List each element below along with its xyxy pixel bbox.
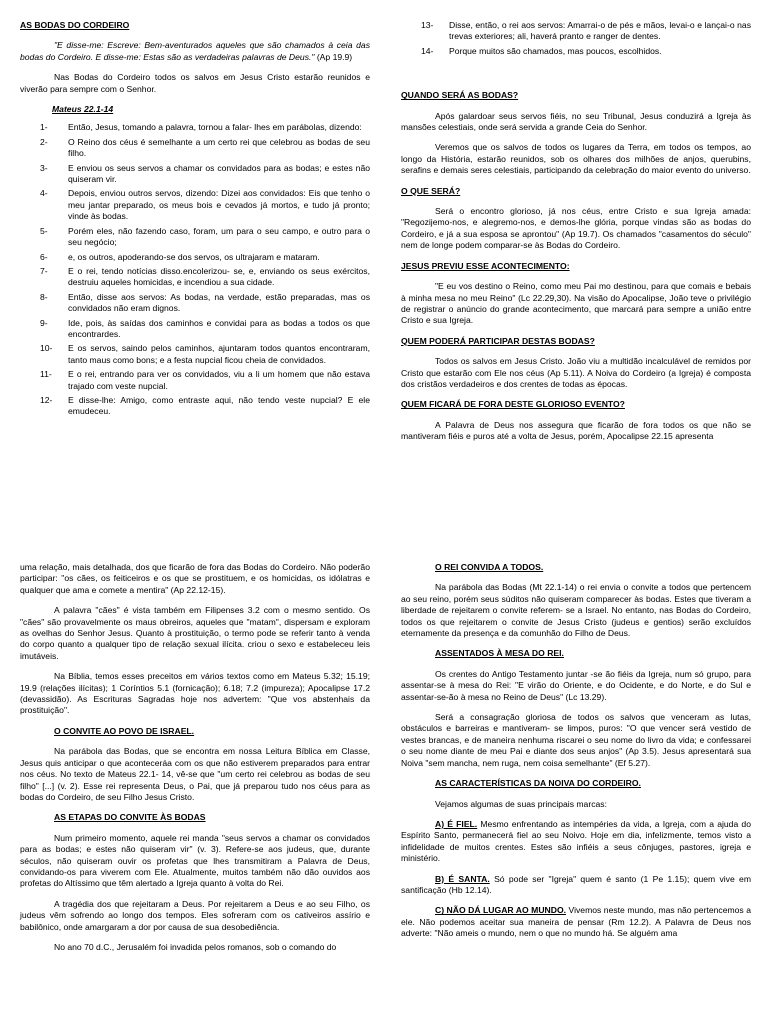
paragraph-continuation: uma relação, mais detalhada, dos que ficarão de fora das Bodas do Cordeiro. Não poderão participar: "os cães, os feiticeiros e os que se prostituem, e os homicidas, os idólatras e qualquer que ama e comete a mentira" (Ap 22.12-15). bbox=[20, 562, 370, 595]
paragraph-assentados: Os crentes do Antigo Testamento juntar -se ão fiéis da Igreja, num só grupo, para assentar-se à mesa do Rei: "E virão do Oriente, e do Ocidente, e do Norte, e do Sul e assentar-se-ão à mesa no Reino de Deus" (Lc 13.29). bbox=[401, 668, 751, 702]
item-a-text: Mesmo enfrentando as intempéries da vida, a Igreja, com a ajuda do Espírito Santo, permanecerá fiel ao seu Noivo. Hoje em dia, infelizmente, temos visto a infidelidade de muitos crentes. Estes são infiéis a seus cônjuges, pastores, igreja e ministério. bbox=[401, 818, 751, 864]
paragraph-caes: A palavra "cães" é vista também em Filipenses 3.2 com o mesmo sentido. Os "cães" são provavelmente os maus obreiros, aqueles que "matam", dispersam e exploram as ovelhas do Senhor Jesus. Quanto à prostituição, o termo pode se referir tanto à venda do corpo quanto a qualquer tipo de relação sexual ilícita. criou o sexo e estabeleceu leis imutáveis. bbox=[20, 605, 370, 661]
heading-o-que: O QUE SERÁ? bbox=[401, 185, 461, 196]
column-top-left bbox=[20, 20, 370, 427]
paragraph-rei-convida: Na parábola das Bodas (Mt 22.1-14) o rei envia o convite a todos que pertencem ao seu reino, porém seus súditos não quiseram comparecer às bodas. Estes que tiveram a liberdade de rejeitarem o convite referem- se a Israel. No entanto, nas Bodas do Cordeiro, todos os que rejeitarem o convite de Jesus Cristo (judeus e gentios) serão excluídos eternamente da presença e da comunhão do Filho de Deus. bbox=[401, 582, 751, 639]
item-a-fiel bbox=[401, 819, 751, 865]
verse-item bbox=[20, 122, 370, 133]
verse-item bbox=[20, 395, 370, 418]
heading-rei-convida: O REI CONVIDA A TODOS. bbox=[435, 562, 544, 572]
verse-text: E o rei, entrando para ver os convidados, viu a li um homem que não estava trajado com veste nupcial. bbox=[68, 369, 370, 391]
column-top-right bbox=[401, 20, 751, 452]
verse-item bbox=[20, 188, 370, 222]
verse-text: Disse, então, o rei aos servos: Amarrai-o de pés e mãos, levai-o e lançai-o nas trevas exteriores; ali, haverá pranto e ranger de dentes. bbox=[449, 20, 751, 42]
column-bottom-left bbox=[20, 562, 370, 962]
item-c-text: Vivemos neste mundo, mas não pertencemos a ele. Não podemos aceitar sua maneira de pensar (Rm 12.2). A Palavra de Deus nos adverte: "Não ameis o mundo, nem o que no mundo há. Se alguém ama bbox=[401, 905, 751, 939]
verse-number: 5- bbox=[40, 225, 48, 236]
verse-text: Ide, pois, às saídas dos caminhos e convidai para as bodas a todos os que encontrardes. bbox=[68, 317, 370, 339]
scripture-reference: Mateus 22.1-14 bbox=[52, 104, 114, 115]
paragraph-convite-israel: Na parábola das Bodas, que se encontra em nossa Leitura Bíblica em Classe, Jesus quis anticipar o que aconteceráa com os que não estiverem preparados para entrar nos céus. No texto de Mateus 22.1- 14, vê-se que "um certo rei celebrou as bodas de seu filho" [...] (v. 2). Esse rei representa Deus, o Pai, que já preparou tudo nos céus para as bodas do Cordeiro, de seu Filho Jesus Cristo. bbox=[20, 746, 370, 802]
verse-number: 14- bbox=[421, 45, 434, 56]
intro-paragraph: Nas Bodas do Cordeiro todos os salvos em Jesus Cristo estarão reunidos e viverão para sempre com o Senhor. bbox=[20, 72, 370, 94]
verse-number: 2- bbox=[40, 136, 48, 147]
verse-number: 7- bbox=[40, 265, 48, 276]
verse-list-continued bbox=[401, 20, 751, 57]
verse-item bbox=[20, 369, 370, 392]
paragraph-quando-2: Veremos que os salvos de todos os lugares da Terra, em todos os tempos, ao longo da História, estarão reunidos, sob os olhares dos milhões de anjos, querubins, serafins e demais seres celestiais, participando da celebração do maior evento do universo. bbox=[401, 142, 751, 176]
heading-previu: JESUS PREVIU ESSE ACONTECIMENTO: bbox=[401, 260, 570, 271]
document-title: AS BODAS DO CORDEIRO bbox=[20, 20, 130, 30]
paragraph-quando-1: Após galardoar seus servos fiéis, no seu Tribunal, Jesus conduzirá a Igreja às mansões celestiais, onde será servida a grande Ceia do Senhor. bbox=[401, 110, 751, 133]
verse-text: E os servos, saindo pelos caminhos, ajuntaram todos quantos encontraram, tanto maus como bons; e a festa nupcial ficou cheia de convidados. bbox=[68, 343, 370, 365]
verse-text: Porque muitos são chamados, mas poucos, escolhidos. bbox=[449, 45, 662, 56]
verse-item bbox=[20, 226, 370, 249]
epigraph bbox=[20, 40, 370, 63]
heading-assentados: ASSENTADOS À MESA DO REI. bbox=[435, 648, 564, 659]
item-b-label: B) É SANTA. bbox=[435, 873, 490, 884]
heading-fora: QUEM FICARÁ DE FORA DESTE GLORIOSO EVENTO? bbox=[401, 399, 625, 410]
verse-number: 13- bbox=[421, 20, 434, 30]
verse-number: 10- bbox=[40, 343, 53, 354]
epigraph-reference: (Ap 19.9) bbox=[314, 51, 353, 62]
paragraph-ano-70: No ano 70 d.C., Jerusalém foi invadida pelos romanos, sob o comando do bbox=[54, 941, 337, 952]
verse-item bbox=[20, 252, 370, 263]
verse-item bbox=[401, 46, 751, 57]
heading-etapas: AS ETAPAS DO CONVITE ÀS BODAS bbox=[54, 812, 206, 823]
verse-item bbox=[401, 20, 751, 43]
verse-text: E enviou os seus servos a chamar os convidados para as bodas; e estes não quiseram vir. bbox=[68, 162, 370, 185]
paragraph-etapas: Num primeiro momento, aquele rei manda "seus servos a chamar os convidados para as bodas; e estes não quiseram vir" (v. 3). Refere-se aos judeus, que, durante séculos, não quiseram ouvir os profetas que lhes transmitiram a Palavra de Deus, convidando-os para viverem com Ele. Atualmente, muitos também não dão ouvidos aos profetas do Altíssimo que têm alertado a Igreja quanto à volta do Rei. bbox=[20, 832, 370, 889]
verse-text: e, os outros, apoderando-se dos servos, os ultrajaram e mataram. bbox=[68, 251, 320, 262]
verse-number: 8- bbox=[40, 291, 48, 302]
heading-quando: QUANDO SERÁ AS BODAS? bbox=[401, 90, 519, 101]
paragraph-quem: Todos os salvos em Jesus Cristo. João viu a multidão incalculável de remidos por Cristo que estarão com Ele nos céus (Ap 5.11). A Noiva do Cordeiro (a Igreja) é composta dos cristãos verdadeiros e dos crentes de todas as épocas. bbox=[401, 356, 751, 389]
paragraph-caracteristicas: Vejamos algumas de suas principais marcas: bbox=[435, 798, 607, 809]
item-c-label: C) NÃO DÁ LUGAR AO MUNDO. bbox=[435, 905, 567, 916]
verse-number: 6- bbox=[40, 251, 48, 262]
verse-item bbox=[20, 343, 370, 366]
item-b-santa bbox=[401, 874, 751, 897]
verse-item bbox=[20, 318, 370, 341]
heading-convite-israel: O CONVITE AO POVO DE ISRAEL. bbox=[54, 725, 195, 736]
verse-item bbox=[20, 137, 370, 160]
verse-number: 4- bbox=[40, 188, 48, 199]
verse-item bbox=[20, 163, 370, 186]
column-bottom-right bbox=[401, 562, 751, 949]
paragraph-fora: A Palavra de Deus nos assegura que ficarão de fora todos os que não se mantiveram fiéis e puros até a volta de Jesus, porém, Apocalipse 22.15 apresenta bbox=[401, 419, 751, 442]
verse-text: Então, Jesus, tomando a palavra, tornou a falar- lhes em parábolas, dizendo: bbox=[68, 122, 362, 133]
verse-number: 12- bbox=[40, 394, 53, 405]
paragraph-consagracao: Será a consagração gloriosa de todos os salvos que venceram as lutas, obstáculos e barreiras e mantiveram- se limpos, puros: "O que vencer será vestido de vestes brancas, e de maneira nenhuma riscarei o seu nome do livro da vida; e confessarei o seu nome diante de meu Pai e diante dos seus anjos" (Ap 3.5). Jesus apresentará sua Noiva "sem mancha, nem ruga, nem coisa semelhante" (Ef 5.27). bbox=[401, 712, 751, 768]
verse-text: O Reino dos céus é semelhante a um certo rei que celebrou as bodas de seu filho. bbox=[68, 136, 370, 159]
verse-number: 1- bbox=[40, 122, 48, 133]
verse-item bbox=[20, 292, 370, 315]
paragraph-tragedia: A tragédia dos que rejeitaram a Deus. Por rejeitarem a Deus e ao seu Filho, os judeus vêm sofrendo ao longo dos tempos. Eles sofreram com os cativeiros assírio e babilônico, onde amargaram a dor por causa de sua desobediência. bbox=[20, 898, 370, 932]
epigraph-quote: "E disse-me: Escreve: Bem-aventurados aqueles que são chamados à ceia das bodas do Cordeiro. E disse-me: Estas são as verdadeiras palavras de Deus." bbox=[20, 40, 370, 62]
paragraph-previu: "E eu vos destino o Reino, como meu Pai mo destinou, para que comais e bebais à minha mesa no meu Reino" (Lc 22.29,30). Na visão do Apocalipse, João teve o privilégio de registrar o anúncio do grande acontecimento, que marcará para sempre a união entre Cristo e sua Igreja. bbox=[401, 281, 751, 326]
verse-number: 3- bbox=[40, 162, 48, 173]
verse-text: E o rei, tendo notícias disso.encolerizou- se, e, enviando os seus exércitos, destruiu aqueles homicidas, e incendiou a sua cidade. bbox=[68, 265, 370, 288]
heading-caracteristicas: AS CARACTERÍSTICAS DA NOIVA DO CORDEIRO. bbox=[435, 778, 641, 789]
verse-number: 11- bbox=[40, 369, 52, 380]
verse-text: Então, disse aos servos: As bodas, na verdade, estão preparadas, mas os convidados não eram dignos. bbox=[68, 291, 370, 314]
item-c-mundo bbox=[401, 905, 751, 939]
verse-number: 9- bbox=[40, 317, 48, 328]
paragraph-o-que: Será o encontro glorioso, já nos céus, entre Cristo e sua Igreja amada: "Regozijemo-nos, e alegremo-nos, e demos-lhe glória, porque vindas são as bodas do Cordeiro, e já a sua esposa se aprontou" (Ap 19.7). Os chamados "casamentos do século" nem de longe podem comparar-se às Bodas do Cordeiro. bbox=[401, 206, 751, 251]
verse-text: Porém eles, não fazendo caso, foram, um para o seu campo, e outro para o seu negócio; bbox=[68, 225, 370, 248]
paragraph-biblia: Na Bíblia, temos esses preceitos em vários textos como em Mateus 5.32; 15.19; 19.9 (relações ilícitas); 1 Coríntios 5.1 (fornicação); 6.18; 7.2 (impureza); Apocalipse 17.2 (devassidão). As Escrituras Sagradas hoje nos advertem: "Que vos abstenhais da prostituição". bbox=[20, 671, 370, 716]
verse-text: Depois, enviou outros servos, dizendo: Dizei aos convidados: Eis que tenho o meu jantar preparado, os meus bois e cevados já mortos, e tudo já pronto; vinde às bodas. bbox=[68, 188, 370, 222]
verse-list bbox=[20, 122, 370, 417]
verse-text: E disse-lhe: Amigo, como entraste aqui, não tendo veste nupcial? E ele emudeceu. bbox=[68, 394, 370, 417]
heading-quem: QUEM PODERÁ PARTICIPAR DESTAS BODAS? bbox=[401, 335, 595, 346]
item-b-text: Só pode ser "Igreja" quem é santo (1 Pe 1.15); quem vive em santificação (Hb 12.14). bbox=[401, 873, 751, 895]
verse-item bbox=[20, 266, 370, 289]
item-a-label: A) É FIEL. bbox=[435, 818, 478, 829]
